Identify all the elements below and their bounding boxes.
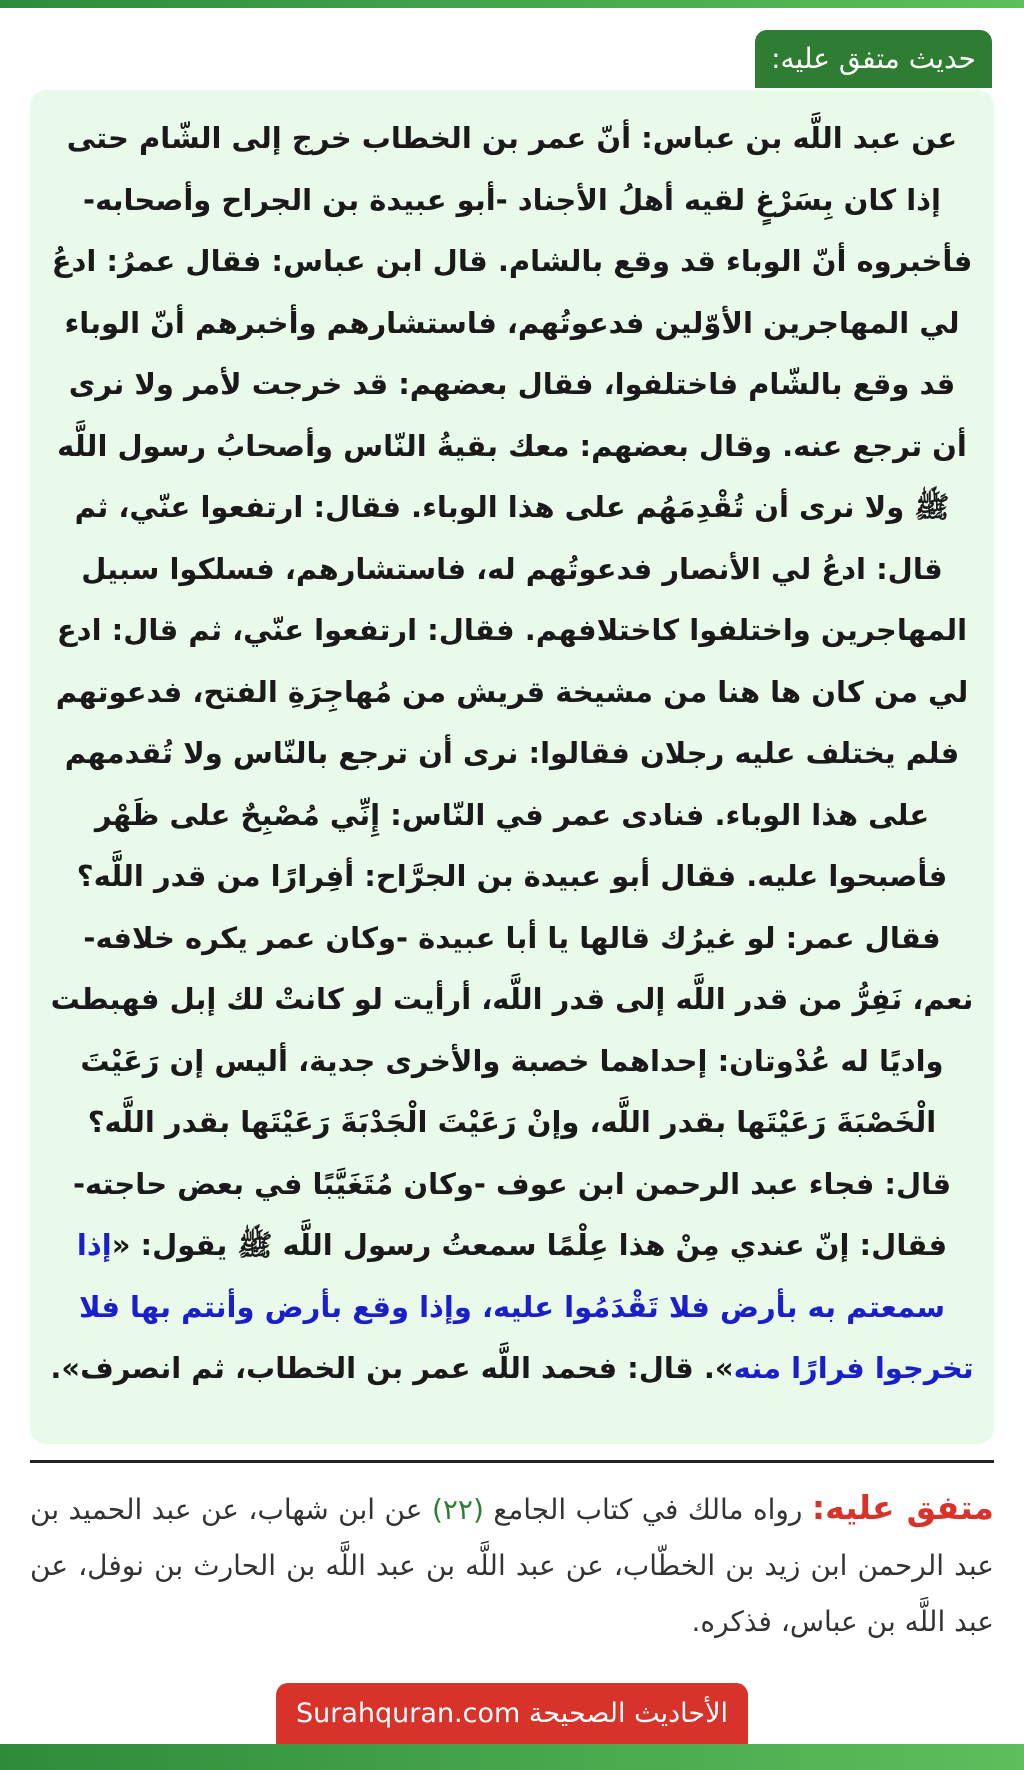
hadith-type-label: حديث متفق عليه: [755,30,992,88]
bottom-accent-bar [0,1744,1024,1770]
source-reference [30,1480,994,1650]
site-brand-link[interactable]: الأحاديث الصحيحة Surahquran.com [276,1683,748,1744]
source-text-part-1: رواه مالك في كتاب الجامع [483,1493,812,1526]
hadith-ending-text: ». قال: فحمد اللَّه عمر بن الخطاب، ثم انصرف». [50,1351,734,1385]
hadith-text [50,108,974,1400]
top-accent-bar [0,0,1024,8]
source-label: متفق عليه: [811,1488,994,1527]
source-text-part-2: عن ابن شهاب، عن عبد الحميد بن عبد الرحمن ابن زيد بن الخطّاب، عن عبد اللَّه بن عبد اللَّه بن الحارث بن نوفل، عن عبد اللَّه بن عباس، فذكره. [30,1493,994,1638]
hadith-box [30,90,994,1444]
section-divider [30,1460,994,1463]
hadith-main-text: عن عبد اللَّه بن عباس: أنّ عمر بن الخطاب خرج إلى الشّام حتى إذا كان بِسَرْغٍ لقيه أهلُ الأجناد -أبو عبيدة بن الجراح وأصحابه- فأخبروه أنّ الوباء قد وقع بالشام. قال ابن عباس: فقال عمرُ: ادعُ لي المهاجرين الأوّلين فدعوتُهم، فاستشارهم وأخبرهم أنّ الوباء قد وقع بالشّام فاختلفوا، فقال بعضهم: قد خرجت لأمر ولا نرى أن ترجع عنه. وقال بعضهم: معك بقيةُ النّاس وأصحابُ رسول اللَّه ﷺ ولا نرى أن تُقْدِمَهُم على هذا الوباء. فقال: ارتفعوا عنّي، ثم قال: ادعُ لي الأنصار فدعوتُهم له، فاستشارهم، فسلكوا سبيل المهاجرين واختلفوا كاختلافهم. فقال: ارتفعوا عنّي، ثم قال: ادع لي من كان ها هنا من مشيخة قريش من مُهاجِرَةِ الفتح، فدعوتهم فلم يختلف عليه رجلان فقالوا: نرى أن ترجع بالنّاس ولا تُقدمهم على هذا الوباء. فنادى عمر في النّاس: إِنِّي مُصْبِحٌ على ظَهْر فأصبحوا عليه. فقال أبو عبيدة بن الجرَّاح: أفِرارًا من قدر اللَّه؟ فقال عمر: لو غيرُك قالها يا أبا عبيدة -وكان عمر يكره خلافه- نعم، نَفِرُّ من قدر اللَّه إلى قدر اللَّه، أرأيت لو كانتْ لك إبل فهبطت واديًا له عُدْوتان: إحداهما خصبة والأخرى جدية، أليس إن رَعَيْتَ الْخَصْبَةَ رَعَيْتَها بقدر اللَّه، وإنْ رَعَيْتَ الْجَدْبَةَ رَعَيْتَها بقدر اللَّه؟ قال: فجاء عبد الرحمن ابن عوف -وكان مُتَغَيَّبًا في بعض حاجته- فقال: إنّ عندي مِنْ هذا عِلْمًا سمعتُ رسول اللَّه ﷺ يقول: « [50,121,974,1262]
hadith-number: (٢٢) [431,1493,484,1526]
hadith-prophet-quote: إذا سمعتم به بأرض فلا تَقْدَمُوا عليه، وإذا وقع بأرض وأنتم بها فلا تخرجوا فرارًا منه [76,1228,974,1385]
